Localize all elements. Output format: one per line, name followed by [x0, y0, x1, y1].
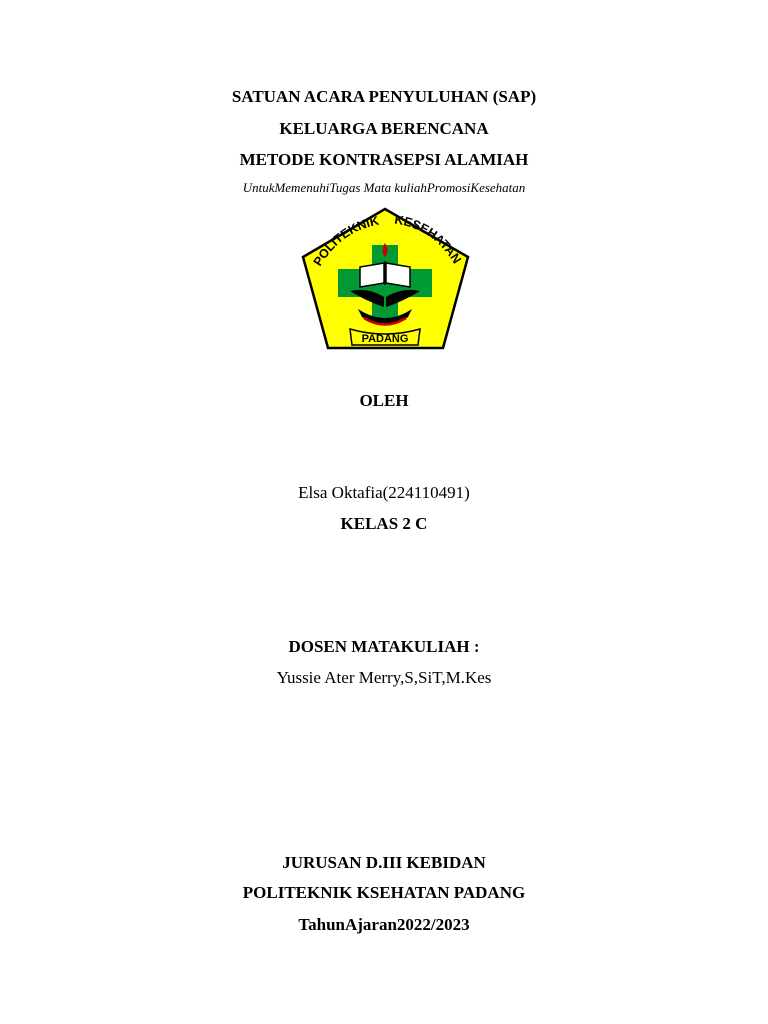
logo-arc-right: KESEHATAN [393, 212, 464, 267]
title-line-2: KELUARGA BERENCANA [279, 119, 489, 138]
institution-name: POLITEKNIK KSEHATAN PADANG [242, 883, 526, 902]
lecturer-name: Yussie Ater Merry,S,SiT,M.Kes [276, 668, 492, 687]
logo-city: PADANG [361, 333, 409, 345]
author-name: Elsa Oktafia(224110491) [298, 483, 470, 502]
logo-arc-left: POLITEKNIK [310, 213, 381, 269]
department: JURUSAN D.III KEBIDAN [282, 853, 486, 872]
lecturer-heading: DOSEN MATAKULIAH : [288, 637, 480, 656]
institution-logo [298, 205, 473, 353]
class-label: KELAS 2 C [340, 514, 428, 533]
title-line-3: METODE KONTRASEPSI ALAMIAH [239, 150, 529, 169]
academic-year: TahunAjaran2022/2023 [298, 915, 470, 934]
title-line-1: SATUAN ACARA PENYULUHAN (SAP) [231, 87, 537, 106]
subtitle: UntukMemenuhiTugas Mata kuliahPromosiKesehatan [242, 180, 526, 195]
polytechnic-seal-icon [298, 205, 473, 353]
by-label: OLEH [359, 391, 409, 410]
